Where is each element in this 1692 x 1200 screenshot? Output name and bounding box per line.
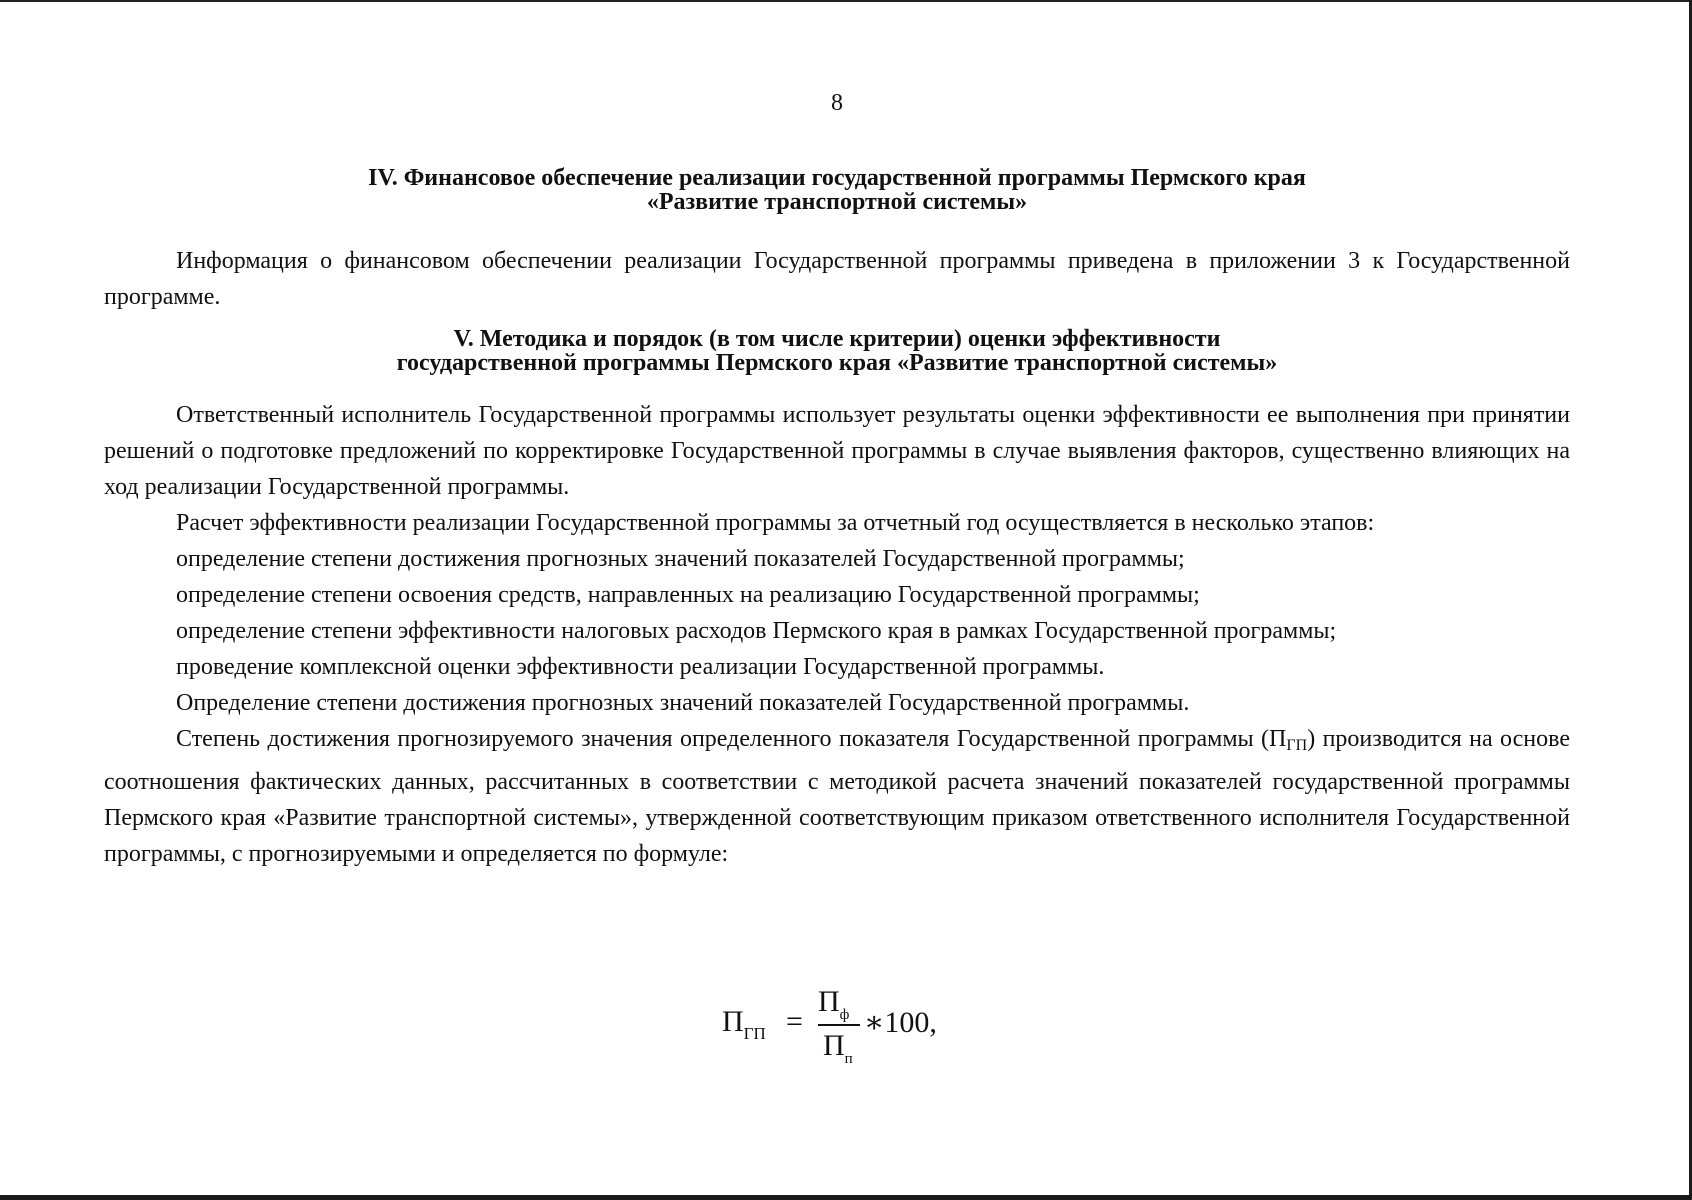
formula-multiplier: ∗100,	[864, 1006, 937, 1039]
paragraph-4-start: Степень достижения прогнозируемого значения определенного показателя Государственной программы (П	[176, 726, 1287, 752]
formula-denominator-symbol: П	[823, 1029, 845, 1062]
section-5-paragraph-1: Ответственный исполнитель Государственной программы использует результаты оценки эффективности ее выполнения при принятии решений о подготовке предложений по корректировке Государственной программы в случае выявления факторов, существенно влияющих на ход реализации Государственной программы.	[104, 402, 1570, 500]
section-5-title-line-2: государственной программы Пермского края «Развитие транспортной системы»	[396, 350, 1278, 376]
section-4-title-line-1: IV. Финансовое обеспечение реализации государственной программы Пермского края	[368, 165, 1306, 191]
scan-edge-bottom	[0, 1195, 1692, 1200]
formula-fraction-bar	[818, 1024, 860, 1026]
formula-numerator-subscript: ф	[839, 1007, 850, 1023]
formula-lhs-symbol: П	[722, 1005, 744, 1038]
formula-denominator-subscript: п	[844, 1051, 853, 1067]
page-number: 8	[831, 90, 843, 116]
section-5-paragraph-4	[104, 721, 1570, 872]
section-4-title-line-2: «Развитие транспортной системы»	[646, 189, 1028, 215]
efficiency-formula	[722, 985, 982, 1065]
section-5-title-line-1: V. Методика и порядок (в том числе критерии) оценки эффективности	[453, 326, 1221, 352]
formula-lhs-subscript: ГП	[743, 1024, 766, 1043]
section-5-heading	[104, 327, 1570, 375]
paragraph-4-end: ) производится на основе соотношения фактических данных, рассчитанных в соответствии с методикой расчета значений показателей государственной программы Пермского края «Развитие транспортной системы», утвержденной соответствующим приказом ответственного исполнителя Государственной программы, с прогнозируемыми и определяется по формуле:	[104, 726, 1570, 867]
section-4-heading	[104, 166, 1570, 214]
section-5-paragraph-2: Расчет эффективности реализации Государственной программы за отчетный год осуществляется в несколько этапов:	[176, 510, 1375, 536]
formula-numerator	[818, 985, 849, 1024]
formula-equals: =	[786, 1005, 803, 1038]
stage-item: определение степени эффективности налоговых расходов Пермского края в рамках Государственной программы;	[176, 618, 1337, 644]
scan-edge-top	[0, 0, 1692, 2]
stage-item: определение степени освоения средств, направленных на реализацию Государственной программы;	[176, 582, 1200, 608]
section-4-paragraph: Информация о финансовом обеспечении реализации Государственной программы приведена в приложении 3 к Государственной программе.	[104, 248, 1570, 310]
stage-item: проведение комплексной оценки эффективности реализации Государственной программы.	[176, 654, 1105, 680]
document-page	[104, 88, 1570, 872]
paragraph-4-subscript: ГП	[1286, 737, 1308, 754]
section-5-paragraph-3: Определение степени достижения прогнозных значений показателей Государственной программы.	[176, 690, 1190, 716]
formula-numerator-symbol: П	[818, 985, 840, 1018]
stage-item: определение степени достижения прогнозных значений показателей Государственной программы;	[176, 546, 1185, 572]
formula-denominator	[823, 1029, 853, 1068]
formula-lhs	[722, 1005, 766, 1044]
